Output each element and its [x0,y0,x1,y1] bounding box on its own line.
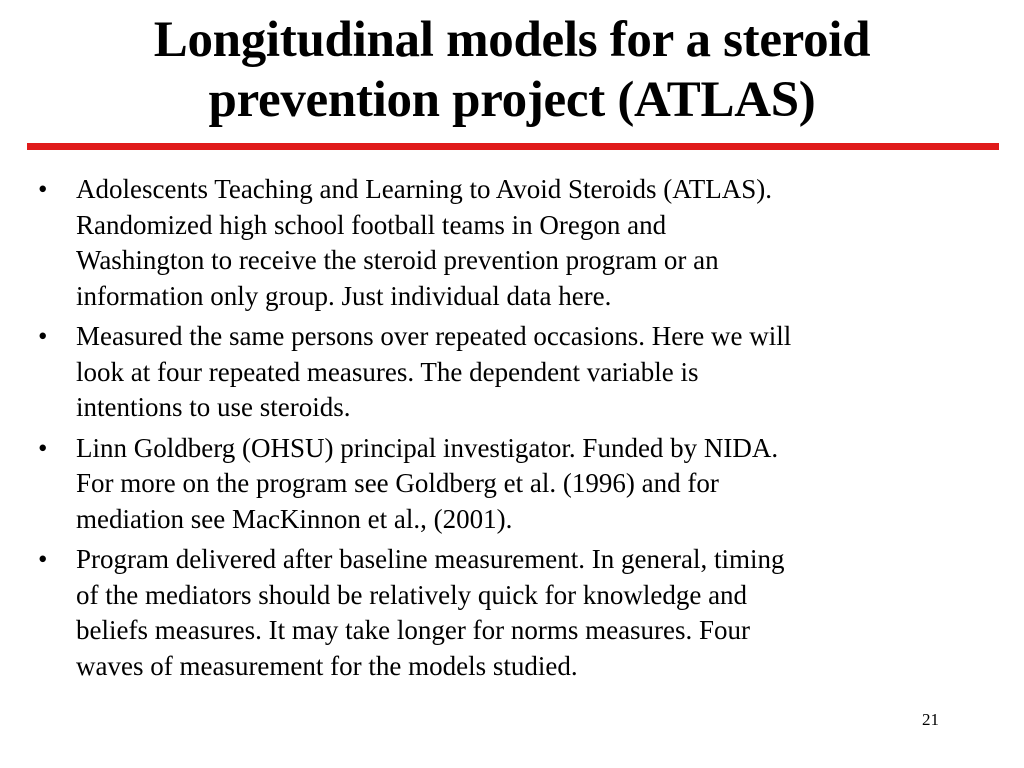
bullet-1-line-1: Adolescents Teaching and Learning to Avoid Steroids (ATLAS). [76,174,772,204]
bullet-1-line-2: Randomized high school football teams in Oregon and [76,209,667,240]
bullet-1-line-3: Washington to receive the steroid prevention program or an [76,245,719,275]
bullet-item-4 [38,542,988,684]
bullet-list [38,172,988,689]
slide-title-line-2: prevention project (ATLAS) [208,72,816,128]
bullet-item-3 [38,431,988,538]
bullet-3-line-2: For more on the program see Goldberg et al. (1996) and for [76,468,719,498]
slide-page-number: 21 [922,710,939,729]
bullet-3-line-1: Linn Goldberg (OHSU) principal investigator. Funded by NIDA. [76,432,779,463]
bullet-2-line-3: intentions to use steroids. [76,392,351,422]
bullet-1-line-4: information only group. Just individual data here. [76,280,612,311]
bullet-4-line-2: of the mediators should be relatively quick for knowledge and [76,579,748,610]
bullet-4-line-3: beliefs measures. It may take longer for norms measures. Four [76,615,751,645]
bullet-4-line-1: Program delivered after baseline measurement. In general, timing [76,544,785,574]
bullet-dot-icon: • [38,321,48,351]
bullet-2-line-2: look at four repeated measures. The dependent variable is [76,356,699,387]
bullet-dot-icon: • [38,544,48,574]
bullet-dot-icon: • [38,174,48,204]
bullet-2-line-1: Measured the same persons over repeated occasions. Here we will [76,321,792,351]
bullet-item-1 [38,172,988,314]
bullet-item-2 [38,319,988,426]
bullet-dot-icon: • [38,432,48,463]
title-divider-rule [27,143,999,150]
slide-title-line-1: Longitudinal models for a steroid [153,12,871,68]
bullet-4-line-4: waves of measurement for the models studied. [76,650,578,681]
slide-title [0,10,1024,130]
bullet-3-line-3: mediation see MacKinnon et al., (2001). [76,503,513,534]
